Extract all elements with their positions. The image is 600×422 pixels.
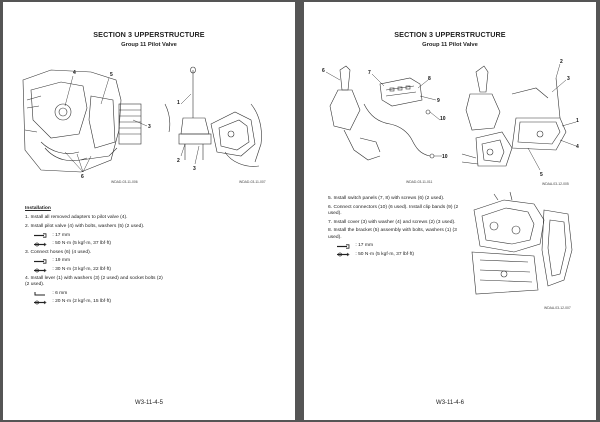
step-item: 7. Install cover (3) with washer (4) and screws (2) (3 used). bbox=[328, 219, 456, 225]
bracket-assembly-illustration bbox=[464, 190, 580, 302]
wrench-icon bbox=[33, 233, 47, 238]
spec-row bbox=[336, 243, 460, 249]
callout-label: 1 bbox=[576, 118, 579, 124]
hex-key-icon bbox=[33, 291, 47, 296]
pilot-valve-illustration bbox=[21, 60, 153, 178]
callout-label: 10 bbox=[440, 116, 446, 122]
callout-label: 6 bbox=[322, 68, 325, 74]
wrench-icon bbox=[33, 259, 47, 264]
figure-caption: WDAD-03-11-011 bbox=[406, 180, 433, 184]
callout-label: 1 bbox=[177, 100, 180, 106]
spec-value: : 6 mm bbox=[51, 290, 68, 296]
section-title: SECTION 3 UPPERSTRUCTURE bbox=[394, 30, 506, 39]
step-item: 3. Connect hoses (6) (4 used). bbox=[25, 249, 92, 255]
spec-value: : 17 mm bbox=[354, 243, 374, 249]
step-item: 5. Install switch panels (7, 8) with screws (6) (2 used). bbox=[328, 196, 445, 201]
spec-row bbox=[33, 233, 165, 239]
spec-row bbox=[33, 258, 165, 264]
spec-row bbox=[33, 291, 165, 297]
torque-wrench-icon bbox=[33, 300, 47, 305]
callout-label: 3 bbox=[567, 76, 570, 82]
step-item: 6. Connect connectors (10) (6 used). Install clip bands (9) (2 used). bbox=[328, 204, 459, 216]
spec-value: : 19 mm bbox=[51, 258, 71, 264]
figure-caption: WDAD-03-11-007 bbox=[239, 180, 266, 184]
spec-value: : 17 mm bbox=[51, 232, 71, 238]
spec-value: : 50 N·m (5 kgf·m, 37 lbf·ft) bbox=[354, 251, 415, 257]
callout-label: 9 bbox=[437, 98, 440, 104]
group-title: Group 11 Pilot Valve bbox=[121, 42, 177, 48]
step-item: 1. Install all removed adapters to pilot valve (4). bbox=[25, 215, 128, 221]
callout-label: 2 bbox=[560, 59, 563, 65]
spec-value: : 30 N·m (3 kgf·m, 22 lbf·ft) bbox=[51, 266, 112, 272]
wrench-icon bbox=[336, 244, 350, 249]
step-item: 2. Install pilot valve (4) with bolts, washers (5) (2 used). bbox=[25, 224, 145, 229]
spec-row bbox=[33, 267, 165, 273]
torque-wrench-icon bbox=[33, 242, 47, 247]
callout-label: 7 bbox=[368, 70, 371, 76]
installation-text bbox=[328, 196, 460, 260]
callout-label: 2 bbox=[177, 158, 180, 164]
callout-label: 4 bbox=[73, 70, 76, 76]
step-item: 8. Install the bracket (5) assembly with bolts, washers (1) (3 used). bbox=[328, 228, 457, 240]
figure-caption: WDAD-03-11-006 bbox=[111, 180, 138, 184]
callout-label: 5 bbox=[540, 172, 543, 178]
page-number: W3-11-4-5 bbox=[135, 400, 163, 406]
lever-illustration bbox=[155, 64, 273, 176]
installation-heading: Installation bbox=[25, 206, 51, 211]
section-title: SECTION 3 UPPERSTRUCTURE bbox=[93, 30, 205, 39]
spec-value: : 20 N·m (2 kgf·m, 15 lbf·ft) bbox=[51, 299, 112, 305]
right-page bbox=[304, 2, 596, 420]
step-item: 4. Install lever (1) with washers (3) (2 used) and socket bolts (2) (2 used). bbox=[25, 275, 163, 287]
callout-label: 8 bbox=[428, 76, 431, 82]
group-title: Group 11 Pilot Valve bbox=[422, 42, 478, 48]
torque-wrench-icon bbox=[336, 252, 350, 257]
callout-label: 3 bbox=[193, 166, 196, 172]
callout-label: 6 bbox=[81, 174, 84, 178]
figure-caption: WDAA-03-12-005 bbox=[542, 182, 569, 186]
left-page bbox=[3, 2, 295, 420]
spec-value: : 50 N·m (5 kgf·m, 37 lbf·ft) bbox=[51, 241, 112, 247]
callout-label: 5 bbox=[110, 72, 113, 78]
callout-label: 10 bbox=[442, 154, 448, 160]
spec-row bbox=[33, 241, 165, 247]
spec-row bbox=[33, 299, 165, 305]
callout-label: 4 bbox=[576, 144, 579, 150]
torque-wrench-icon bbox=[33, 268, 47, 273]
switch-panel-illustration bbox=[320, 60, 452, 178]
page-number: W3-11-4-6 bbox=[436, 400, 464, 406]
spec-row bbox=[336, 252, 460, 258]
figure-caption: WDAA-03-12-007 bbox=[544, 306, 571, 310]
callout-label: 3 bbox=[148, 124, 151, 130]
cover-bracket-illustration bbox=[456, 58, 580, 180]
installation-text bbox=[25, 206, 165, 308]
